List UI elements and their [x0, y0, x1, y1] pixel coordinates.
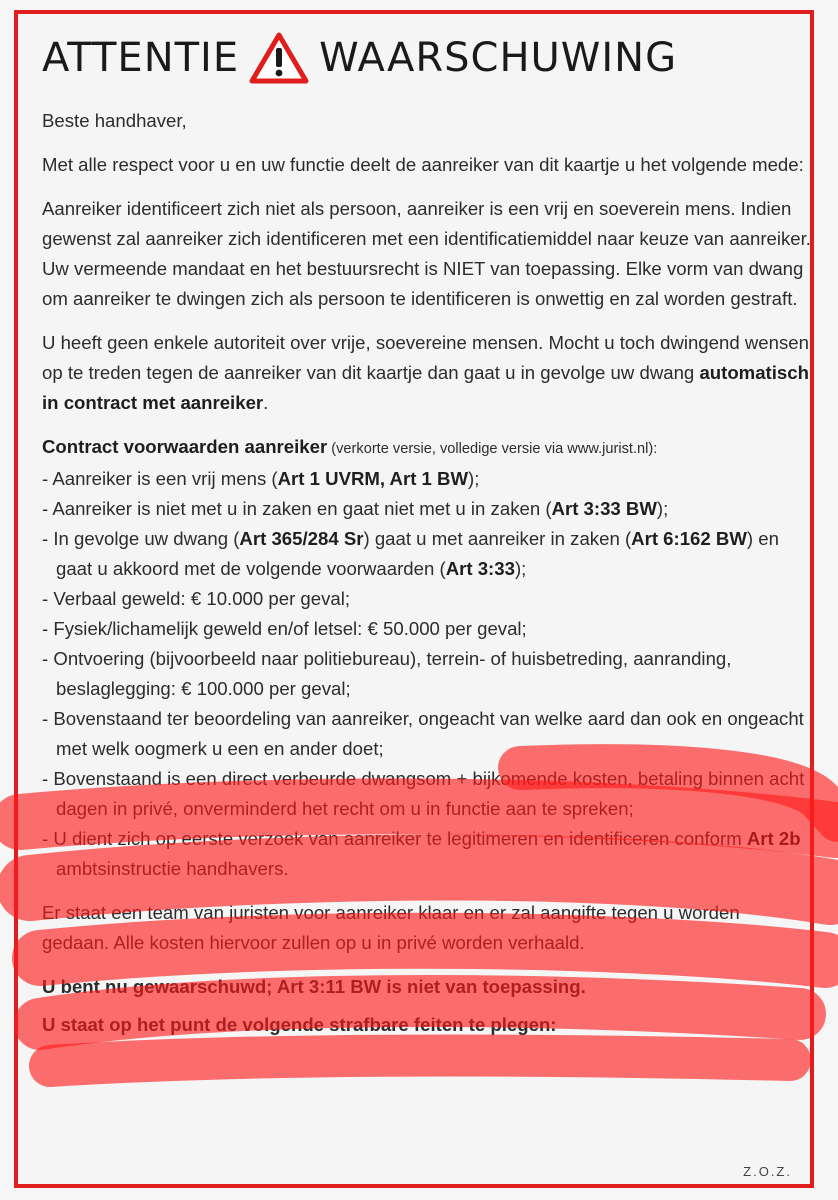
contract-title: Contract voorwaarden aanreiker	[42, 436, 328, 457]
list-item: - U dient zich op eerste verzoek van aanreiker te legitimeren en identificeren conform Art 2b ambtsinstructie handhavers.	[42, 828, 801, 879]
authority-paragraph: U heeft geen enkele autoriteit over vrije, soevereine mensen. Mocht u toch dwingend wensen op te treden tegen de aanreiker van dit kaartje dan gaat u in gevolge uw dwang automatisch in contract met aanreiker.	[42, 332, 809, 413]
contract-title-row	[42, 432, 812, 464]
page-turn-mark: Z.O.Z.	[743, 1164, 792, 1179]
intro-paragraph: Met alle respect voor u en uw functie deelt de aanreiker van dit kaartje u het volgende mede:	[42, 154, 804, 175]
list-item: - Fysiek/lichamelijk geweld en/of letsel: € 50.000 per geval;	[42, 618, 527, 639]
list-item: - Ontvoering (bijvoorbeeld naar politiebureau), terrein- of huisbetreding, aanranding, beslaglegging: € 100.000 per geval;	[42, 648, 732, 699]
list-item: - Bovenstaand is een direct verbeurde dwangsom + bijkomende kosten, betaling binnen acht dagen in privé, onverminderd het recht om u in functie aan te spreken;	[42, 768, 805, 819]
list-item: - Aanreiker is een vrij mens (Art 1 UVRM, Art 1 BW);	[42, 468, 480, 489]
document-body	[42, 106, 812, 1048]
header-right-word: WAARSCHUWING	[319, 35, 678, 81]
warning-line-2: U staat op het punt de volgende strafbare feiten te plegen:	[42, 1014, 557, 1035]
document-header	[42, 28, 802, 88]
list-item: - Aanreiker is niet met u in zaken en gaat niet met u in zaken (Art 3:33 BW);	[42, 498, 669, 519]
list-item: - Bovenstaand ter beoordeling van aanreiker, ongeacht van welke aard dan ook en ongeacht met welk oogmerk u een en ander doet;	[42, 708, 804, 759]
list-item: - In gevolge uw dwang (Art 365/284 Sr) gaat u met aanreiker in zaken (Art 6:162 BW) en gaat u akkoord met de volgende voorwaarden (Art 3:33);	[42, 528, 779, 579]
warning-line-1: U bent nu gewaarschuwd; Art 3:11 BW is niet van toepassing.	[42, 976, 586, 997]
greeting: Beste handhaver,	[42, 110, 187, 131]
header-left-word: ATTENTIE	[42, 35, 240, 81]
identity-paragraph: Aanreiker identificeert zich niet als persoon, aanreiker is een vrij en soeverein mens. Indien gewenst zal aanreiker zich identificeren met een identificatiemiddel naar keuze van aanreiker. Uw vermeende mandaat en het bestuursrecht is NIET van toepassing. Elke vorm van dwang om aanreiker te dwingen zich als persoon te identificeren is onwettig en zal worden gestraft.	[42, 198, 811, 309]
warning-triangle-icon	[249, 31, 309, 85]
list-item: - Verbaal geweld: € 10.000 per geval;	[42, 588, 351, 609]
final-warnings	[42, 972, 812, 1040]
contract-conditions	[42, 432, 812, 884]
contract-subtitle: (verkorte versie, volledige versie via www.jurist.nl):	[327, 441, 658, 457]
lawyers-paragraph: Er staat een team van juristen voor aanreiker klaar en er zal aangifte tegen u worden gedaan. Alle kosten hiervoor zullen op u in privé worden verhaald.	[42, 902, 740, 953]
